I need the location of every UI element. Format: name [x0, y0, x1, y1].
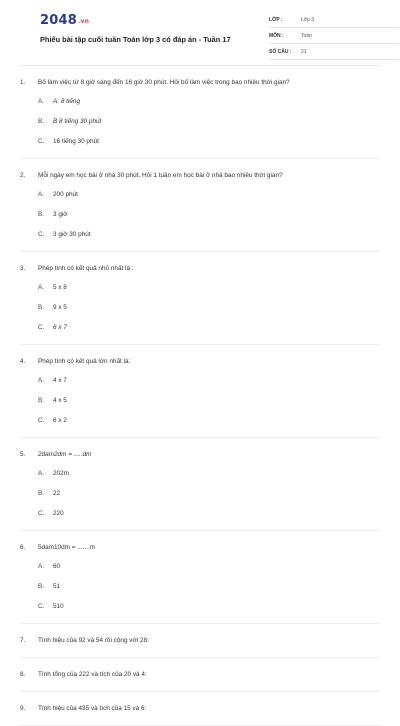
question-item: [20, 531, 380, 624]
option-c[interactable]: [38, 231, 211, 251]
option-b[interactable]: [38, 118, 211, 138]
option-text: 200 phút: [53, 191, 78, 198]
option-a[interactable]: [38, 470, 211, 490]
question-number: 7.: [20, 637, 26, 644]
option-text: 3 giờ: [53, 211, 68, 218]
meta-info: [269, 12, 399, 60]
option-b[interactable]: [38, 304, 211, 324]
option-list: [20, 470, 380, 530]
option-c[interactable]: [38, 138, 211, 158]
option-c[interactable]: [38, 603, 211, 623]
option-a[interactable]: [38, 284, 211, 304]
option-letter: A.: [38, 98, 45, 105]
question-text: Tính tổng của 222 và tích của 20 và 4:: [38, 671, 147, 678]
option-text: A. 8 tiếng: [53, 98, 81, 105]
option-text: 51: [53, 583, 61, 590]
option-list: [20, 377, 380, 437]
meta-label: SỐ CÂU :: [269, 48, 292, 55]
question-text: Tính hiệu của 92 và 54 rồi cộng với 28:: [38, 637, 149, 644]
option-b[interactable]: [38, 583, 211, 603]
option-text: 16 tiếng 30 phút: [53, 138, 99, 145]
question-item: [20, 438, 380, 531]
question-item: [20, 159, 380, 252]
question-number: 5.: [20, 451, 26, 458]
option-c[interactable]: [38, 417, 211, 437]
option-letter: B.: [38, 397, 45, 404]
option-letter: C.: [38, 417, 45, 424]
question-number: 2.: [20, 172, 26, 179]
meta-row-class: [269, 12, 399, 28]
option-letter: A.: [38, 470, 45, 477]
question-item: [20, 658, 380, 692]
option-b[interactable]: [38, 490, 211, 510]
question-number: 6.: [20, 544, 26, 551]
option-text: B 8 tiếng 30 phút: [53, 118, 102, 125]
option-text: 4 x 7: [53, 377, 67, 384]
option-a[interactable]: [38, 377, 211, 397]
site-logo[interactable]: [40, 13, 89, 28]
option-letter: B.: [38, 490, 45, 497]
option-text: 5 x 8: [53, 284, 67, 291]
question-number: 9.: [20, 705, 26, 712]
logo-sub: .vn: [77, 18, 90, 25]
option-letter: C.: [38, 231, 45, 238]
meta-value: 21: [301, 48, 307, 55]
meta-row-subject: [269, 28, 399, 44]
option-letter: C.: [38, 510, 45, 517]
option-list: [20, 191, 380, 251]
option-text: 60: [53, 563, 61, 570]
option-text: 3 giờ 30 phút: [53, 231, 91, 238]
option-letter: B.: [38, 118, 45, 125]
option-letter: C.: [38, 138, 45, 145]
option-letter: B.: [38, 583, 45, 590]
worksheet-header: [20, 0, 380, 66]
option-text: 4 x 5: [53, 397, 67, 404]
option-a[interactable]: [38, 563, 211, 583]
question-text: 2dam2dm = .....dm: [38, 451, 92, 458]
question-text: Phép tính có kết quả lớn nhất là:: [38, 358, 131, 365]
option-letter: B.: [38, 304, 45, 311]
question-text: Bố làm việc từ 8 giờ sáng đến 16 giờ 30 phút. Hỏi bố làm việc trong bao nhiêu thời gian?: [38, 79, 290, 86]
option-text: 6 x 7: [53, 324, 67, 331]
option-text: 22: [53, 490, 61, 497]
question-number: 8.: [20, 671, 26, 678]
logo-main: 2048: [40, 13, 77, 28]
option-a[interactable]: [38, 191, 211, 211]
question-number: 4.: [20, 358, 26, 365]
option-letter: A.: [38, 284, 45, 291]
page-title: Phiếu bài tập cuối tuần Toán lớp 3 có đáp án - Tuần 17: [40, 35, 231, 44]
meta-value: Toán: [301, 32, 312, 39]
option-b[interactable]: [38, 397, 211, 417]
question-item: [20, 66, 380, 159]
option-b[interactable]: [38, 211, 211, 231]
option-letter: C.: [38, 603, 45, 610]
meta-label: MÔN :: [269, 32, 284, 39]
option-letter: C.: [38, 324, 45, 331]
question-text: Tính hiệu của 435 và tích của 15 và 6:: [38, 705, 147, 712]
question-number: 1.: [20, 79, 26, 86]
option-letter: A.: [38, 563, 45, 570]
question-text: Phép tính có kết quả nhỏ nhất là :: [38, 265, 134, 272]
question-item: [20, 345, 380, 438]
question-number: 3.: [20, 265, 26, 272]
option-text: 202m: [53, 470, 69, 477]
option-a[interactable]: [38, 98, 211, 118]
option-c[interactable]: [38, 324, 211, 344]
option-text: 9 x 5: [53, 304, 67, 311]
question-text: Mỗi ngày em học bài ở nhà 30 phút. Hỏi 1 tuần em học bài ở nhà bao nhiêu thời gian?: [38, 172, 283, 179]
option-text: 510: [53, 603, 64, 610]
option-letter: B.: [38, 211, 45, 218]
question-item: [20, 624, 380, 658]
question-text: 5dam10dm = .......m: [38, 544, 96, 551]
question-item: [20, 252, 380, 345]
question-item: [20, 692, 380, 726]
option-letter: A.: [38, 191, 45, 198]
meta-value: Lớp 3: [301, 16, 315, 23]
option-text: 220: [53, 510, 64, 517]
option-list: [20, 284, 380, 344]
option-c[interactable]: [38, 510, 211, 530]
option-list: [20, 98, 380, 158]
option-list: [20, 563, 380, 623]
option-text: 6 x 2: [53, 417, 67, 424]
meta-row-count: [269, 44, 399, 60]
meta-label: LỚP :: [269, 16, 283, 23]
option-letter: A.: [38, 377, 45, 384]
question-list: [20, 66, 380, 726]
